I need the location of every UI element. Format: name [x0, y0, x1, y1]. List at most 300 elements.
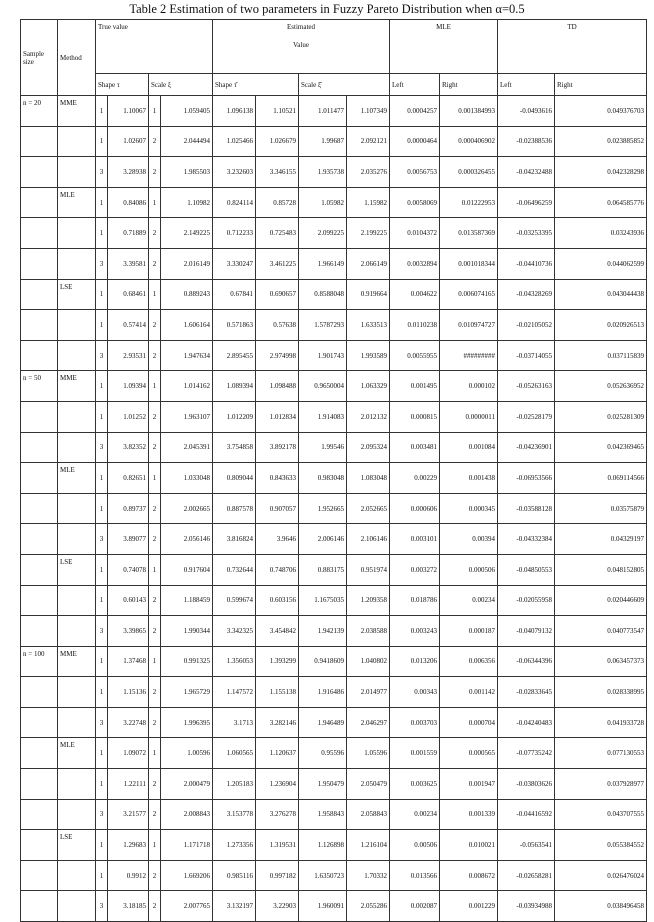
table-cell: 0.74078: [108, 554, 149, 585]
table-cell: 1.6350723: [299, 860, 347, 891]
table-cell: 3.342325: [213, 616, 256, 647]
table-cell: 1: [149, 187, 161, 218]
table-cell: 2: [149, 707, 161, 738]
table-body: [21, 96, 647, 922]
table-cell: 2: [149, 310, 161, 341]
table-cell: 3.816824: [213, 524, 256, 555]
table-cell: 2.199225: [347, 218, 390, 249]
table-cell: 3.39581: [108, 248, 149, 279]
table-cell: -0.06496259: [498, 187, 555, 218]
table-row: [21, 646, 647, 677]
table-cell: MME: [58, 646, 96, 677]
table-cell: 1: [96, 401, 108, 432]
table-cell: [21, 432, 58, 463]
table-cell: 0.026476024: [555, 860, 647, 891]
table-cell: 1.059405: [161, 96, 213, 127]
table-row: [21, 340, 647, 371]
table-cell: 3.461225: [256, 248, 299, 279]
table-cell: 0.985116: [213, 860, 256, 891]
table-cell: 1: [96, 187, 108, 218]
table-cell: 0.9418609: [299, 646, 347, 677]
header-scale-xi-hat: Scale ξ̂: [299, 74, 390, 96]
table-cell: 0.028338995: [555, 677, 647, 708]
header-td-left: Left: [498, 74, 555, 96]
table-cell: 3: [96, 340, 108, 371]
table-cell: -0.05263163: [498, 371, 555, 402]
table-cell: 1.99687: [299, 126, 347, 157]
table-cell: 1.606164: [161, 310, 213, 341]
table-cell: 1.089394: [213, 371, 256, 402]
table-cell: 1.958843: [299, 799, 347, 830]
table-cell: 1.1675035: [299, 585, 347, 616]
table-cell: 0.013566: [390, 860, 440, 891]
table-cell: [21, 401, 58, 432]
table-cell: 0.84086: [108, 187, 149, 218]
table-cell: 0.00394: [440, 524, 498, 555]
table-row: [21, 157, 647, 188]
table-cell: 0.712233: [213, 218, 256, 249]
table-cell: 1.060565: [213, 738, 256, 769]
header-estimated: Estimated: [287, 23, 316, 31]
table-cell: 1.09072: [108, 738, 149, 769]
table-cell: -0.04328269: [498, 279, 555, 310]
table-cell: -0.04850553: [498, 554, 555, 585]
table-cell: 0.013206: [390, 646, 440, 677]
table-cell: [58, 248, 96, 279]
table-cell: 3.132197: [213, 891, 256, 922]
table-cell: 0.004622: [390, 279, 440, 310]
table-cell: [21, 769, 58, 800]
table-cell: 2.008843: [161, 799, 213, 830]
table-cell: 1.960091: [299, 891, 347, 922]
table-cell: 1: [96, 769, 108, 800]
table-cell: 1: [96, 860, 108, 891]
table-cell: 1.01252: [108, 401, 149, 432]
table-cell: 3.28938: [108, 157, 149, 188]
table-cell: 0.001438: [440, 463, 498, 494]
table-cell: 0.000606: [390, 493, 440, 524]
table-cell: 3.39865: [108, 616, 149, 647]
table-cell: 2.095324: [347, 432, 390, 463]
table-cell: 2: [149, 524, 161, 555]
table-cell: 0.0000464: [390, 126, 440, 157]
table-cell: -0.0563541: [498, 830, 555, 861]
table-cell: 0.68461: [108, 279, 149, 310]
table-cell: -0.03934988: [498, 891, 555, 922]
table-row: [21, 187, 647, 218]
table-cell: 2.895455: [213, 340, 256, 371]
table-cell: 3.232603: [213, 157, 256, 188]
table-cell: 3.18185: [108, 891, 149, 922]
table-cell: 2: [149, 616, 161, 647]
table-cell: 3: [96, 891, 108, 922]
table-row: [21, 554, 647, 585]
table-cell: MLE: [58, 187, 96, 218]
table-cell: 1: [149, 96, 161, 127]
table-cell: 0.000326455: [440, 157, 498, 188]
table-cell: 1.356053: [213, 646, 256, 677]
table-cell: #########: [440, 340, 498, 371]
table-cell: 0.013587369: [440, 218, 498, 249]
table-row: [21, 524, 647, 555]
table-cell: [58, 799, 96, 830]
table-cell: 1.171718: [161, 830, 213, 861]
header-scale-xi: Scale ξ: [149, 74, 213, 96]
estimation-table: [20, 19, 647, 922]
table-cell: 0.023885852: [555, 126, 647, 157]
table-cell: [21, 493, 58, 524]
table-cell: -0.03803626: [498, 769, 555, 800]
table-cell: 1.319531: [256, 830, 299, 861]
table-cell: 1.29683: [108, 830, 149, 861]
table-cell: 2.058843: [347, 799, 390, 830]
table-cell: 0.001084: [440, 432, 498, 463]
table-cell: -0.04079132: [498, 616, 555, 647]
table-cell: 0.0004257: [390, 96, 440, 127]
table-cell: 3.22748: [108, 707, 149, 738]
table-cell: 0.82651: [108, 463, 149, 494]
table-cell: 0.001384993: [440, 96, 498, 127]
table-cell: 1.993589: [347, 340, 390, 371]
table-cell: 2: [149, 493, 161, 524]
table-cell: 2: [149, 891, 161, 922]
table-cell: 0.0000011: [440, 401, 498, 432]
table-cell: 1.083048: [347, 463, 390, 494]
table-cell: 1.985503: [161, 157, 213, 188]
table-cell: [58, 340, 96, 371]
table-cell: MME: [58, 96, 96, 127]
table-cell: 1: [96, 738, 108, 769]
table-cell: -0.04410736: [498, 248, 555, 279]
table-cell: 1.99546: [299, 432, 347, 463]
table-cell: 0.020446609: [555, 585, 647, 616]
table-cell: 0.063457373: [555, 646, 647, 677]
table-cell: 2.149225: [161, 218, 213, 249]
table-cell: 1.952665: [299, 493, 347, 524]
table-cell: 0.03243936: [555, 218, 647, 249]
table-cell: 1.155138: [256, 677, 299, 708]
table-cell: 2: [149, 157, 161, 188]
table-cell: 0.89737: [108, 493, 149, 524]
table-cell: [21, 340, 58, 371]
table-cell: 1.012834: [256, 401, 299, 432]
table-cell: 0.571863: [213, 310, 256, 341]
table-cell: 2.044494: [161, 126, 213, 157]
table-cell: 0.025281309: [555, 401, 647, 432]
table-cell: 1.947634: [161, 340, 213, 371]
table-cell: 1.273356: [213, 830, 256, 861]
table-cell: [21, 187, 58, 218]
table-cell: 0.599674: [213, 585, 256, 616]
table-cell: 1.37468: [108, 646, 149, 677]
table-cell: 2: [149, 340, 161, 371]
table-cell: [21, 707, 58, 738]
header-method: Method: [58, 20, 96, 96]
table-cell: 2: [149, 799, 161, 830]
table-cell: 0.003703: [390, 707, 440, 738]
table-cell: 1.209358: [347, 585, 390, 616]
table-cell: -0.02833645: [498, 677, 555, 708]
table-cell: [58, 677, 96, 708]
table-cell: -0.07735242: [498, 738, 555, 769]
table-cell: 1.126898: [299, 830, 347, 861]
table-cell: 0.042328298: [555, 157, 647, 188]
table-cell: 2.002665: [161, 493, 213, 524]
table-cell: [21, 738, 58, 769]
table-cell: 3: [96, 432, 108, 463]
table-cell: 0.000345: [440, 493, 498, 524]
table-cell: [21, 585, 58, 616]
table-cell: [58, 493, 96, 524]
table-cell: 0.049376703: [555, 96, 647, 127]
table-cell: -0.04236901: [498, 432, 555, 463]
table-row: [21, 126, 647, 157]
table-cell: 0.57414: [108, 310, 149, 341]
table-cell: [21, 218, 58, 249]
table-row: [21, 493, 647, 524]
table-cell: 1.393299: [256, 646, 299, 677]
table-cell: 0.055384552: [555, 830, 647, 861]
table-cell: 1: [149, 830, 161, 861]
table-cell: -0.04232488: [498, 157, 555, 188]
header-shape-tau-hat: Shape τ̂: [213, 74, 299, 96]
table-cell: 0.008672: [440, 860, 498, 891]
table-cell: 0.0056753: [390, 157, 440, 188]
table-cell: 1.996395: [161, 707, 213, 738]
table-cell: 3.21577: [108, 799, 149, 830]
table-cell: 0.003481: [390, 432, 440, 463]
table-cell: 1: [96, 463, 108, 494]
table-cell: -0.02105052: [498, 310, 555, 341]
table-cell: 1.10067: [108, 96, 149, 127]
table-row: [21, 891, 647, 922]
table-cell: [58, 524, 96, 555]
table-cell: 1.025466: [213, 126, 256, 157]
table-cell: 0.041933728: [555, 707, 647, 738]
table-cell: 0.052636952: [555, 371, 647, 402]
table-row: [21, 310, 647, 341]
table-cell: 2: [149, 585, 161, 616]
table-cell: 0.60143: [108, 585, 149, 616]
table-cell: -0.06953566: [498, 463, 555, 494]
header-mle-right-label: Right: [440, 74, 498, 96]
table-cell: 2.045391: [161, 432, 213, 463]
table-cell: [58, 126, 96, 157]
table-cell: 2.092121: [347, 126, 390, 157]
table-cell: 1: [96, 126, 108, 157]
table-cell: 1.188459: [161, 585, 213, 616]
table-cell: LSE: [58, 830, 96, 861]
table-cell: 2.052665: [347, 493, 390, 524]
table-cell: 0.020926513: [555, 310, 647, 341]
table-cell: 0.919664: [347, 279, 390, 310]
table-cell: 0.00229: [390, 463, 440, 494]
table-cell: 1: [149, 463, 161, 494]
table-cell: 1.120637: [256, 738, 299, 769]
table-cell: 1.063329: [347, 371, 390, 402]
table-cell: 3.1713: [213, 707, 256, 738]
table-cell: [58, 707, 96, 738]
table-cell: 1.026679: [256, 126, 299, 157]
table-cell: 1: [96, 310, 108, 341]
table-cell: 1.00596: [161, 738, 213, 769]
table-cell: 0.0055955: [390, 340, 440, 371]
table-cell: 1.963107: [161, 401, 213, 432]
table-cell: 0.8588048: [299, 279, 347, 310]
table-cell: 0.018786: [390, 585, 440, 616]
table-cell: 2.007765: [161, 891, 213, 922]
table-cell: 2.066149: [347, 248, 390, 279]
table-cell: 3: [96, 248, 108, 279]
table-cell: 1: [96, 830, 108, 861]
table-cell: 3.892178: [256, 432, 299, 463]
table-cell: 0.95596: [299, 738, 347, 769]
table-cell: 2: [149, 248, 161, 279]
table-cell: 0.010021: [440, 830, 498, 861]
table-cell: 0.001559: [390, 738, 440, 769]
table-cell: 1: [96, 96, 108, 127]
table-cell: 0.0110238: [390, 310, 440, 341]
table-cell: MME: [58, 371, 96, 402]
table-cell: 3.754858: [213, 432, 256, 463]
table-cell: [58, 769, 96, 800]
header-estimated-value: [213, 20, 390, 74]
table-cell: 2.016149: [161, 248, 213, 279]
table-cell: [21, 616, 58, 647]
table-cell: 1: [96, 218, 108, 249]
table-cell: 0.748706: [256, 554, 299, 585]
table-cell: 0.57638: [256, 310, 299, 341]
table-cell: 1.15136: [108, 677, 149, 708]
table-cell: 1.950479: [299, 769, 347, 800]
table-cell: MLE: [58, 463, 96, 494]
table-cell: 0.04329197: [555, 524, 647, 555]
table-cell: 1: [149, 279, 161, 310]
table-cell: 1.216104: [347, 830, 390, 861]
table-cell: 3: [96, 157, 108, 188]
table-cell: 0.000815: [390, 401, 440, 432]
table-cell: [21, 279, 58, 310]
table-cell: [21, 463, 58, 494]
table-cell: 0.048152805: [555, 554, 647, 585]
table-cell: 0.809044: [213, 463, 256, 494]
table-cell: 1.10521: [256, 96, 299, 127]
table-cell: 1.633513: [347, 310, 390, 341]
table-cell: 0.000102: [440, 371, 498, 402]
table-cell: LSE: [58, 279, 96, 310]
table-cell: -0.03588128: [498, 493, 555, 524]
table-cell: 0.043044438: [555, 279, 647, 310]
table-cell: 0.997182: [256, 860, 299, 891]
header-mle-left: Left: [390, 74, 440, 96]
table-cell: 2: [149, 677, 161, 708]
table-cell: 0.001142: [440, 677, 498, 708]
table-cell: 0.00343: [390, 677, 440, 708]
table-cell: 0.006356: [440, 646, 498, 677]
table-cell: 3.153778: [213, 799, 256, 830]
table-cell: 0.732644: [213, 554, 256, 585]
table-cell: 2: [149, 126, 161, 157]
table-cell: [58, 891, 96, 922]
table-cell: 0.001339: [440, 799, 498, 830]
table-cell: 0.690657: [256, 279, 299, 310]
table-cell: 3: [96, 799, 108, 830]
table-cell: 0.040773547: [555, 616, 647, 647]
table-cell: 1.012209: [213, 401, 256, 432]
table-cell: 2: [149, 218, 161, 249]
table-cell: 0.0104372: [390, 218, 440, 249]
table-cell: 1.040802: [347, 646, 390, 677]
table-cell: n = 20: [21, 96, 58, 127]
table-cell: 0.001018344: [440, 248, 498, 279]
table-cell: [58, 860, 96, 891]
table-row: [21, 616, 647, 647]
table-cell: 3.346155: [256, 157, 299, 188]
table-cell: 0.0058069: [390, 187, 440, 218]
table-cell: -0.06344396: [498, 646, 555, 677]
table-cell: 0.003243: [390, 616, 440, 647]
table-cell: 0.725483: [256, 218, 299, 249]
table-row: [21, 248, 647, 279]
table-cell: 0.0032894: [390, 248, 440, 279]
table-cell: 1.05982: [299, 187, 347, 218]
table-cell: 1: [96, 585, 108, 616]
table-row: [21, 830, 647, 861]
table-cell: 1.946489: [299, 707, 347, 738]
table-cell: 1.70332: [347, 860, 390, 891]
table-cell: [58, 585, 96, 616]
table-cell: 3.330247: [213, 248, 256, 279]
table-cell: [21, 891, 58, 922]
table-cell: 3: [96, 616, 108, 647]
table-cell: -0.04240483: [498, 707, 555, 738]
table-cell: 1.965729: [161, 677, 213, 708]
table-row: [21, 738, 647, 769]
table-cell: [21, 126, 58, 157]
table-cell: 1.990344: [161, 616, 213, 647]
table-cell: 2.035276: [347, 157, 390, 188]
table-row: [21, 96, 647, 127]
table-cell: 0.000406902: [440, 126, 498, 157]
table-cell: 3.22903: [256, 891, 299, 922]
table-cell: 0.000565: [440, 738, 498, 769]
table-cell: 0.038496458: [555, 891, 647, 922]
table-cell: -0.03253395: [498, 218, 555, 249]
table-cell: [21, 554, 58, 585]
table-cell: 1.935738: [299, 157, 347, 188]
table-cell: 1.033048: [161, 463, 213, 494]
table-cell: 0.037115839: [555, 340, 647, 371]
table-cell: 3: [96, 524, 108, 555]
table-cell: 1: [96, 677, 108, 708]
table-cell: 1.15982: [347, 187, 390, 218]
table-cell: -0.02528179: [498, 401, 555, 432]
table-cell: 1.22111: [108, 769, 149, 800]
table-row: [21, 585, 647, 616]
table-cell: 2.106146: [347, 524, 390, 555]
table-cell: 0.002087: [390, 891, 440, 922]
table-cell: -0.02055958: [498, 585, 555, 616]
table-cell: 1: [149, 554, 161, 585]
table-cell: 2.006146: [299, 524, 347, 555]
table-cell: 1.05596: [347, 738, 390, 769]
table-cell: [21, 248, 58, 279]
table-cell: 1.916486: [299, 677, 347, 708]
table-row: [21, 769, 647, 800]
table-cell: 0.043707555: [555, 799, 647, 830]
header-value: Value: [293, 41, 309, 49]
table-row: [21, 860, 647, 891]
